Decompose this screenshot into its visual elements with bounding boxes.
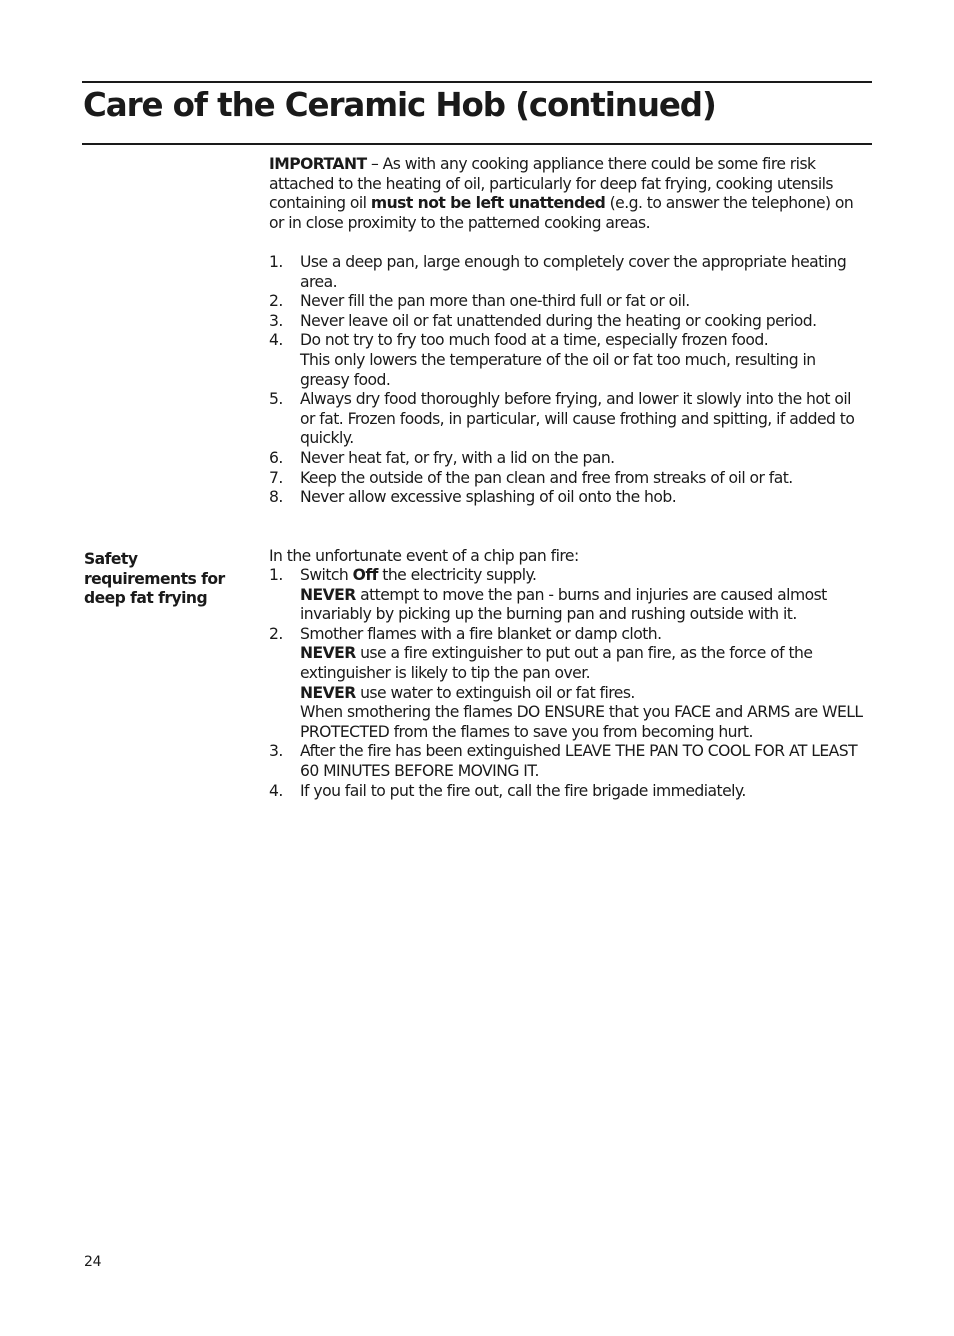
list-item <box>269 449 869 469</box>
list-number: 4. <box>269 781 283 800</box>
list-item-text: Smother flames with a fire blanket or damp cloth. <box>300 624 662 643</box>
list-number: 8. <box>269 488 283 507</box>
important-text-1: – As with any cooking appliance there could be some fire risk attached to the heating of oil, particularly for deep fat frying, cooking utensils containing oil <box>269 155 833 213</box>
chip-pan-fire-list <box>269 566 869 801</box>
list-item-text: Never heat fat, or fry, with a lid on the pan. <box>300 448 615 467</box>
list-item <box>269 742 869 781</box>
list-item-text: the electricity supply. <box>377 566 537 584</box>
page-number: 24 <box>84 1254 102 1270</box>
chip-pan-fire-intro: In the unfortunate event of a chip pan fire: <box>269 547 579 565</box>
list-item-text: Do not try to fry too much food at a time, especially frozen food. <box>300 331 769 350</box>
list-number: 1. <box>269 253 283 271</box>
never-text: attempt to move the pan - burns and injuries are caused almost invariably by picking up the burning pan and rushing outside with it. <box>300 585 827 624</box>
off-emphasis: Off <box>352 566 378 584</box>
important-paragraph <box>269 155 869 233</box>
list-number: 3. <box>269 311 283 330</box>
never-text: use a fire extinguisher to put out a pan fire, as the force of the extinguisher is likely to tip the pan over. <box>300 644 813 682</box>
protection-note: When smothering the flames DO ENSURE that you FACE and ARMS are WELL PROTECTED from the flames to save you from becoming hurt. <box>300 703 863 741</box>
list-number: 3. <box>269 742 283 761</box>
list-item-text: Use a deep pan, large enough to completely cover the appropriate heating area. <box>300 253 847 291</box>
list-number: 6. <box>269 448 283 467</box>
list-item-text: Never allow excessive splashing of oil onto the hob. <box>300 488 677 507</box>
frying-safety-list <box>269 253 869 508</box>
list-item-note: This only lowers the temperature of the oil or fat too much, resulting in greasy food. <box>300 350 816 389</box>
title-bottom-rule <box>82 143 872 145</box>
list-item <box>269 469 869 489</box>
page-title: Care of the Ceramic Hob (continued) <box>83 86 716 124</box>
list-item <box>269 782 869 802</box>
list-item-text: Never fill the pan more than one-third full or fat or oil. <box>300 292 690 311</box>
never-label: NEVER <box>300 644 356 663</box>
list-item <box>269 625 869 743</box>
list-item <box>269 312 869 332</box>
important-text-2: (e.g. to answer the telephone) on or in close proximity to the patterned cooking areas. <box>269 194 854 232</box>
list-item-text: Always dry food thoroughly before frying, and lower it slowly into the hot oil or fat. Frozen foods, in particular, will cause frothing and spitting, if added to quickly. <box>300 390 855 448</box>
never-label: NEVER <box>300 585 356 604</box>
list-number: 5. <box>269 390 283 409</box>
list-item <box>269 253 869 292</box>
never-label: NEVER <box>300 683 356 702</box>
list-item <box>269 331 869 390</box>
list-item-text: Keep the outside of the pan clean and free from streaks of oil or fat. <box>300 468 793 487</box>
important-bold-phrase: must not be left unattended <box>370 194 606 213</box>
never-text: use water to extinguish oil or fat fires. <box>355 683 635 702</box>
list-item <box>269 390 869 449</box>
list-number: 1. <box>269 566 283 584</box>
list-number: 7. <box>269 468 283 487</box>
list-item <box>269 488 869 508</box>
important-label: IMPORTANT <box>269 155 367 173</box>
list-item <box>269 292 869 312</box>
list-item-text: Never leave oil or fat unattended during the heating or cooking period. <box>300 311 817 330</box>
list-item <box>269 566 869 625</box>
title-top-rule <box>82 81 872 83</box>
section-side-heading: Safety requirements for deep fat frying <box>84 550 225 608</box>
list-number: 4. <box>269 331 283 350</box>
list-item-text: Switch <box>300 566 353 584</box>
list-number: 2. <box>269 624 283 643</box>
list-item-text: After the fire has been extinguished LEAVE THE PAN TO COOL FOR AT LEAST 60 MINUTES BEFORE MOVING IT. <box>300 742 858 780</box>
list-item-text: If you fail to put the fire out, call the fire brigade immediately. <box>300 781 746 800</box>
list-number: 2. <box>269 292 283 311</box>
